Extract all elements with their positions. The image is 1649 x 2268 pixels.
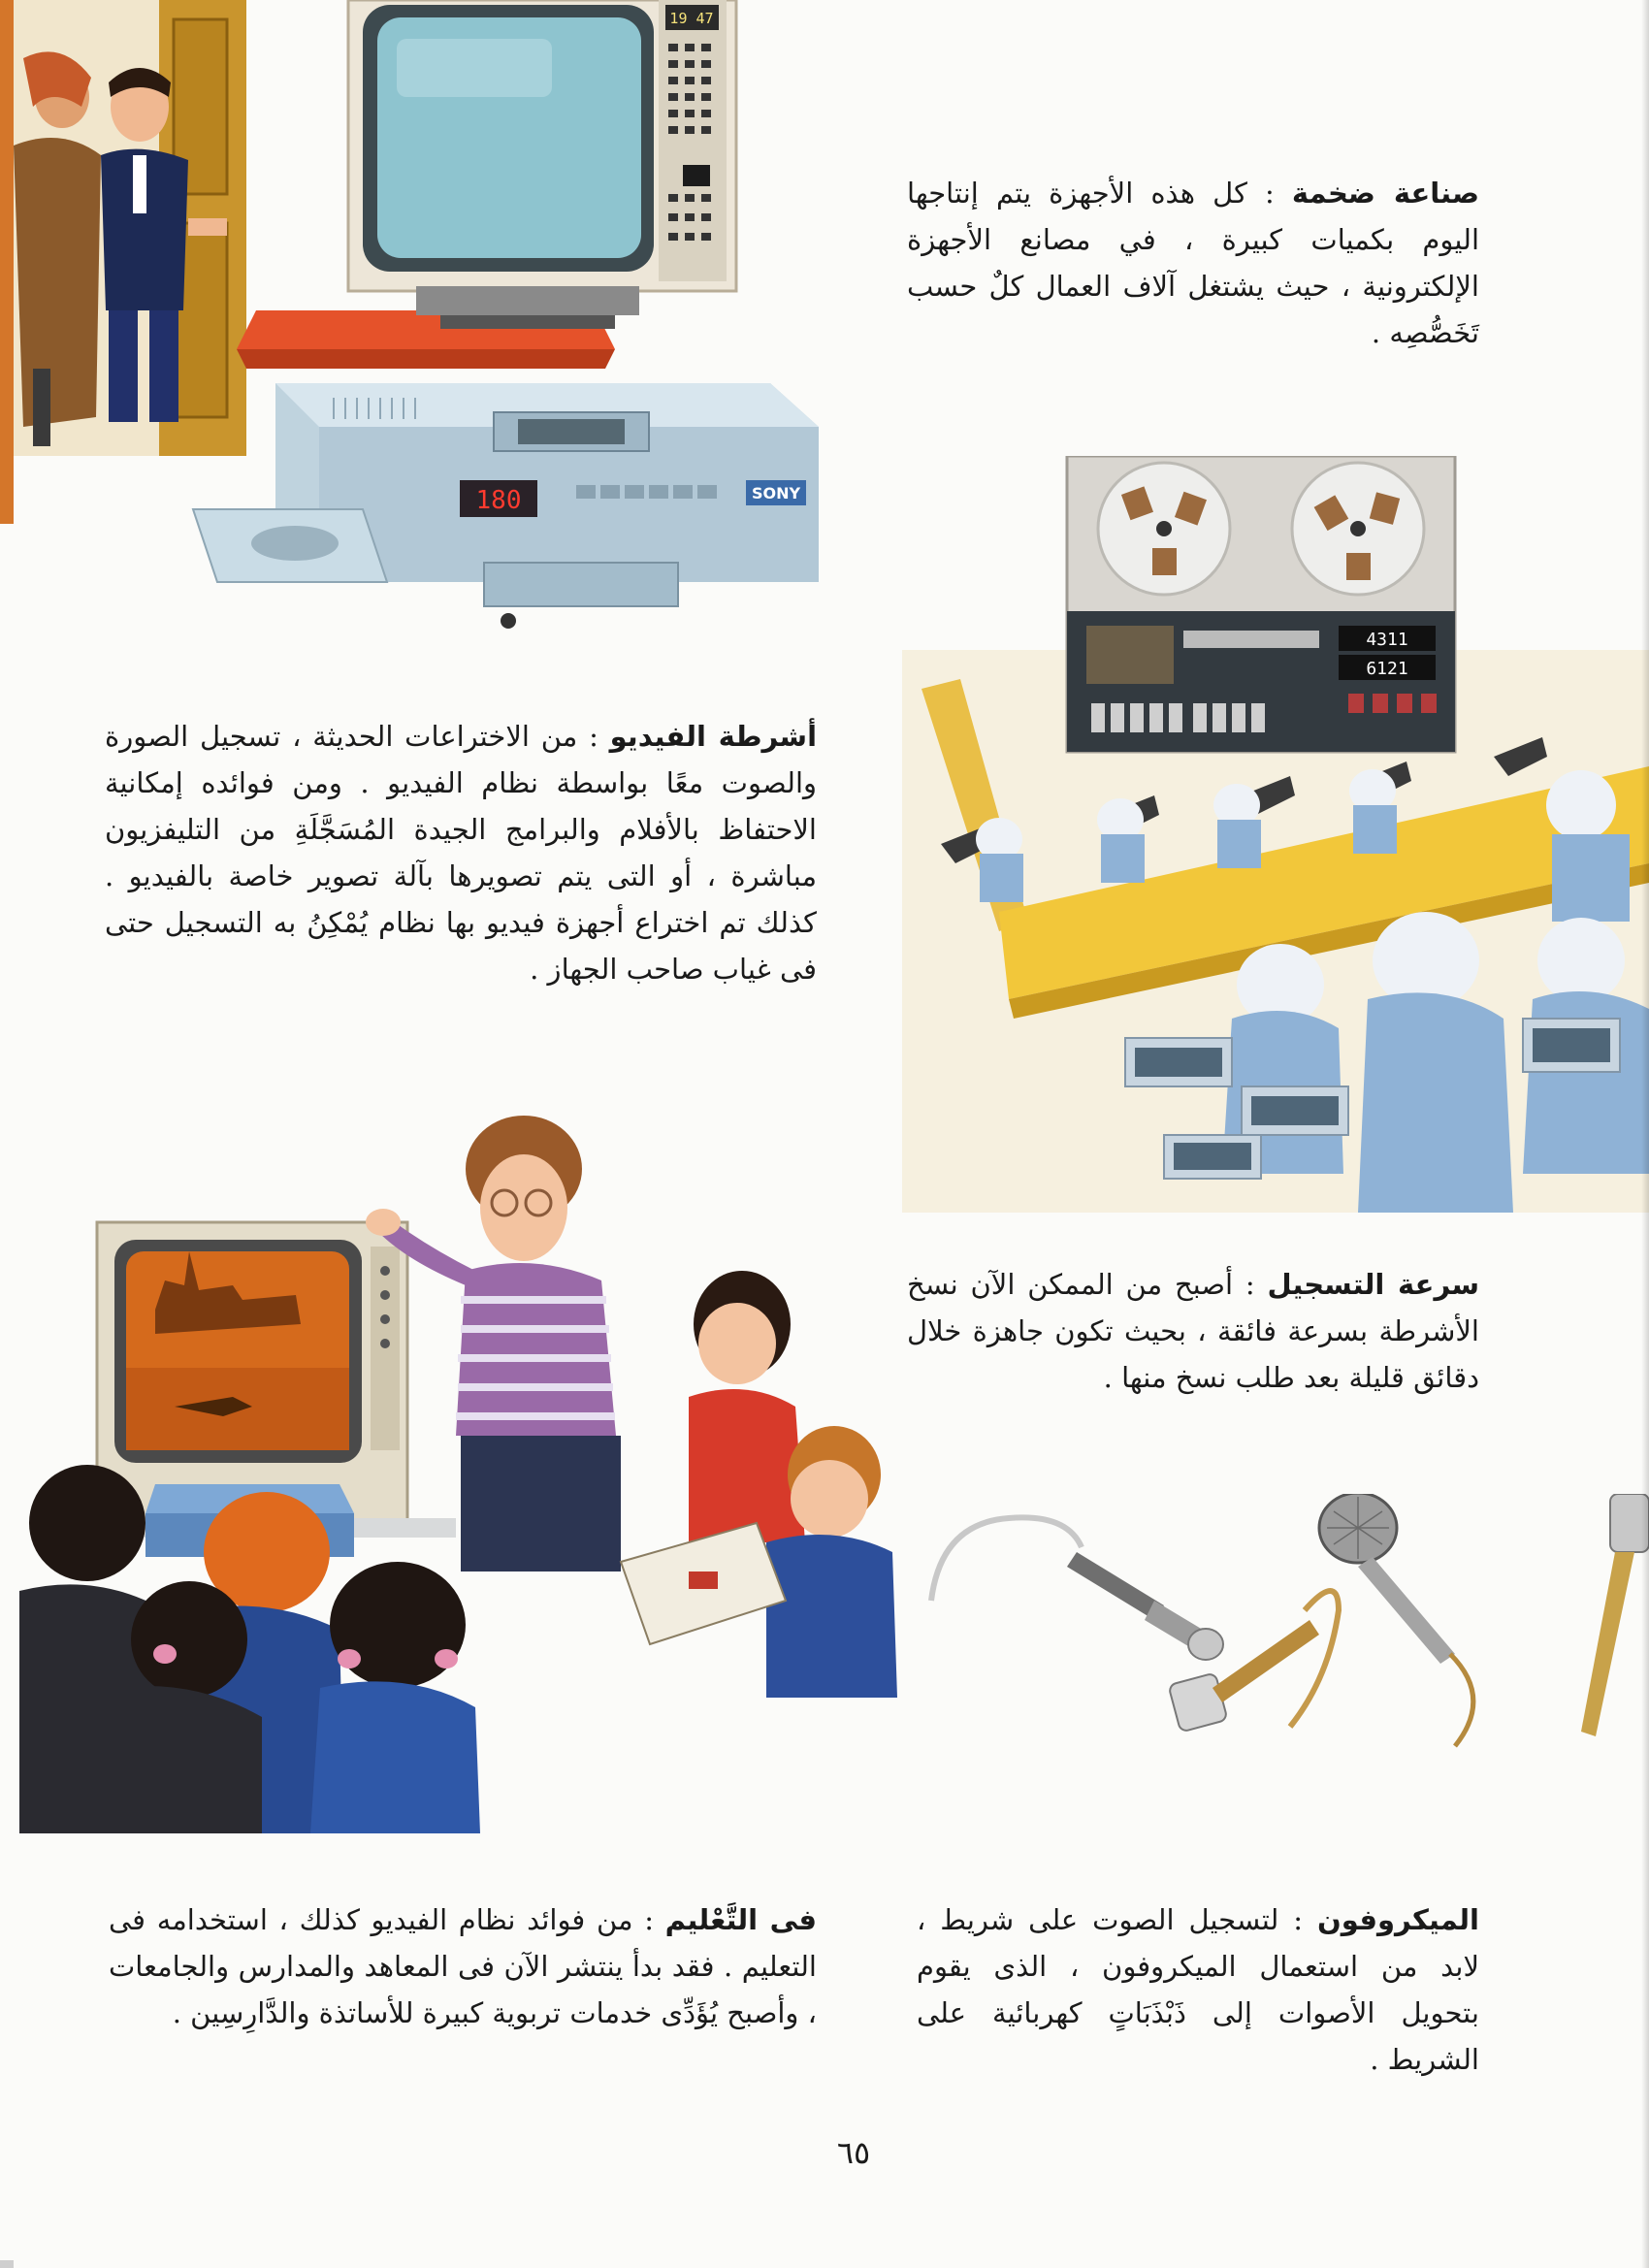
education-body: : من فوائد نظام الفيديو كذلك ، استخدامه فى التعليم . فقد بدأ ينتشر الآن فى المعاهد والمدارس والجامعات ، وأصبح يُؤَدِّى خدمات تربوية كبيرة للأساتذة والدَّارِسِين . <box>109 1903 817 2029</box>
microphone-paragraph <box>917 1896 1479 2083</box>
recording-speed-paragraph <box>907 1261 1479 1401</box>
vcr-brand-label: SONY <box>751 484 801 502</box>
video-tapes-body: : من الاختراعات الحديثة ، تسجيل الصورة والصوت معًا بواسطة نظام الفيديو . ومن فوائده إمكانية الاحتفاظ بالأفلام والبرامج الجيدة المُسَجَّلَةِ من التليفزيون مباشرة ، أو التى يتم تصويرها بآلة تصوير خاصة بالفيديو . كذلك تم اختراع أجهزة فيديو بها نظام يُمْكِنُ به التسجيل حتى فى غياب صاحب الجهاز . <box>105 720 817 986</box>
recording-speed-body: : أصبح من الممكن الآن نسخ الأشرطة بسرعة فائقة ، بحيث تكون جاهزة خلال دقائق قليلة بعد طلب نسخ منها . <box>907 1268 1479 1394</box>
microphones-illustration <box>912 1494 1649 1804</box>
deck-display-top: 4311 <box>1366 630 1408 650</box>
page-number: ٦٥ <box>836 2134 871 2171</box>
recording-speed-heading: سرعة التسجيل <box>1267 1268 1480 1301</box>
tv-time-display: 19 47 <box>669 10 714 27</box>
video-tapes-paragraph <box>105 713 817 992</box>
microphone-heading: الميكروفون <box>1317 1903 1479 1936</box>
industry-heading: صناعة ضخمة <box>1291 177 1479 210</box>
factory-assembly-illustration <box>902 456 1649 1213</box>
education-paragraph <box>109 1896 817 2036</box>
classroom-illustration <box>19 1116 912 1833</box>
industry-paragraph <box>907 170 1479 356</box>
education-heading: فى التَّعْليم <box>664 1903 817 1936</box>
microphone-body: : لتسجيل الصوت على شريط ، لابد من استعمال الميكروفون ، الذى يقوم بتحويل الأصوات إلى ذَبْذَبَاتٍ كهربائية على الشريط . <box>917 1903 1479 2076</box>
video-tapes-heading: أشرطة الفيديو <box>609 720 818 753</box>
deck-display-bottom: 6121 <box>1366 659 1408 679</box>
page-edge-shadow <box>1641 0 1649 2268</box>
page-edge <box>0 0 14 2268</box>
industry-body: : كل هذه الأجهزة يتم إنتاجها اليوم بكميات كبيرة ، في مصانع الأجهزة الإلكترونية ، حيث يشتغل آلاف العمال كلٌ حسب تَخَصُّصِه . <box>907 177 1479 349</box>
tv-vcr-illustration <box>14 0 906 640</box>
vcr-counter-display: 180 <box>475 486 522 515</box>
